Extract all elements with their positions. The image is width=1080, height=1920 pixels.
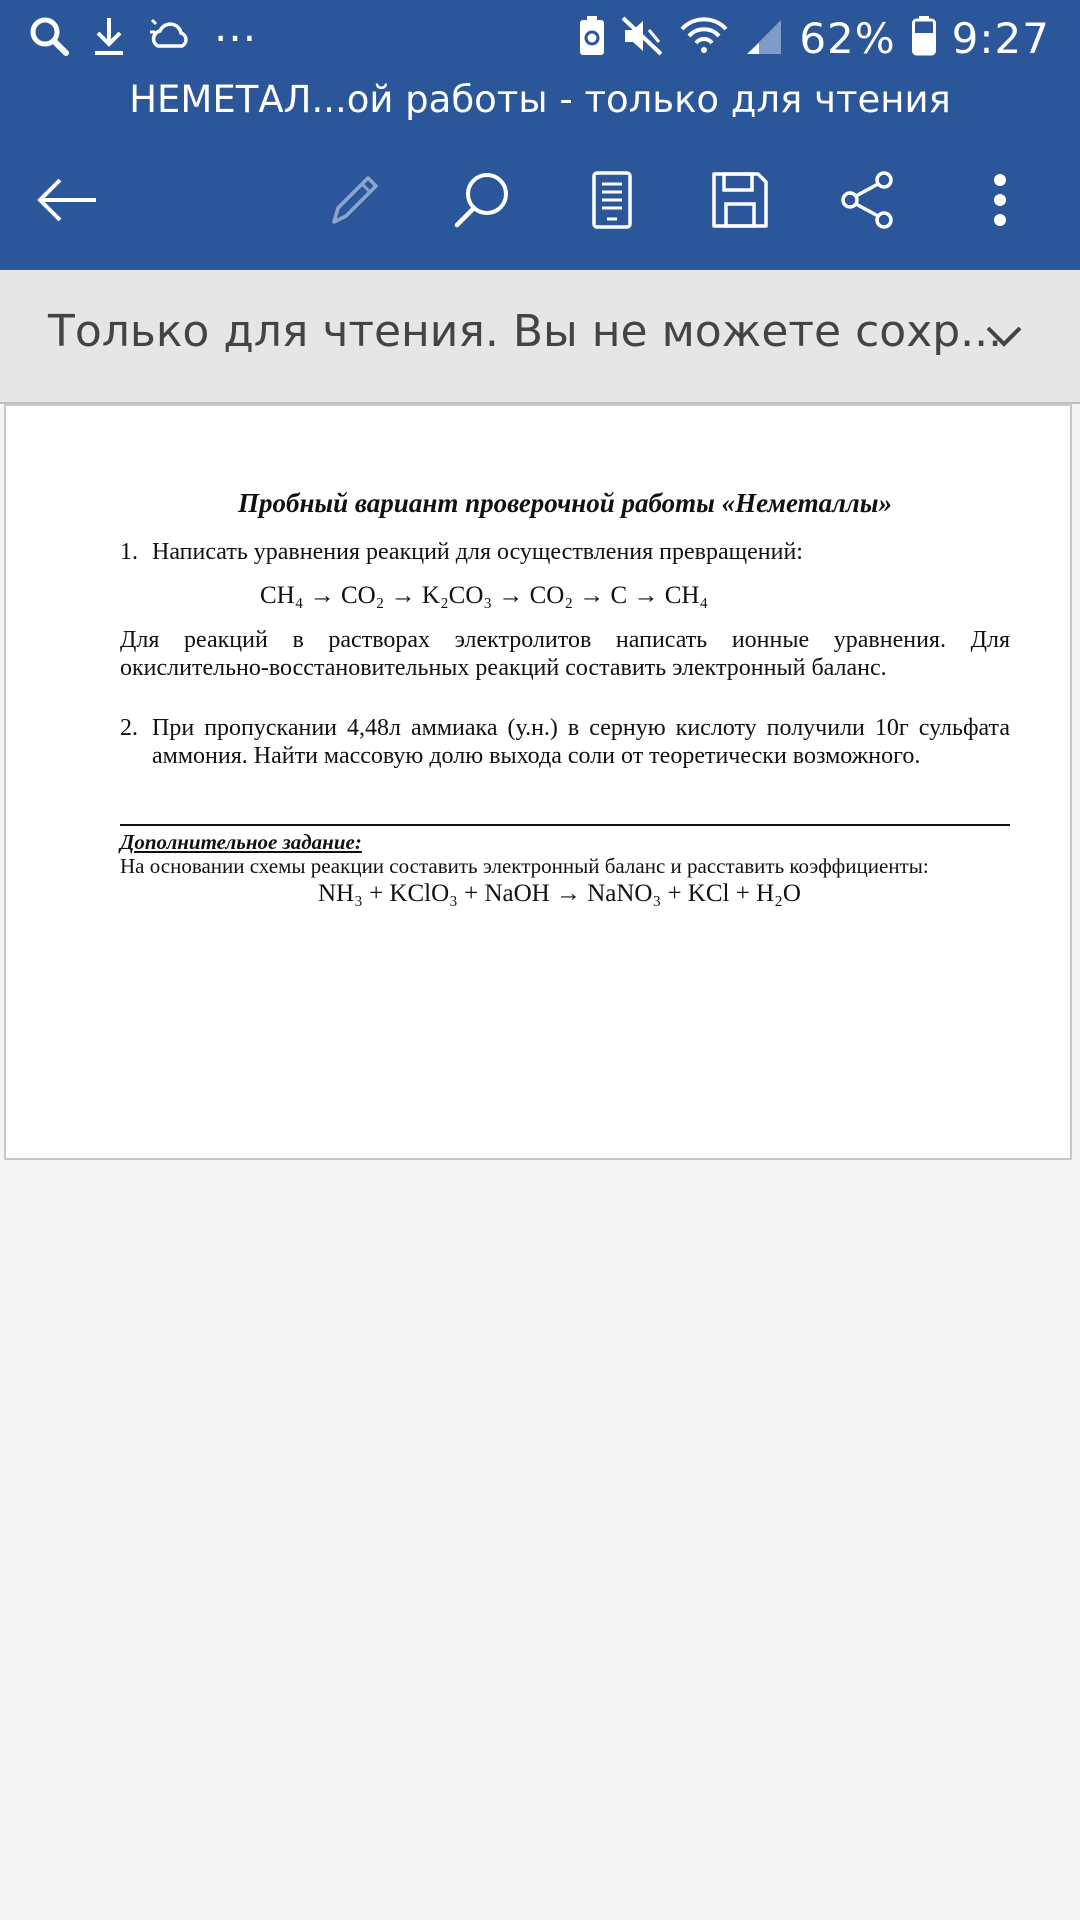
extra-task-formula: NH₃ + KClO₃ + NaOH → NaNO₃ + KCl + H₂O <box>318 880 801 907</box>
edit-icon <box>324 170 384 230</box>
extra-task-title: Дополнительное задание: <box>120 830 362 854</box>
search-icon <box>452 170 512 230</box>
search-button[interactable] <box>432 150 532 250</box>
banner-message: Только для чтения. Вы не можете сохр... <box>48 306 1003 357</box>
horizontal-rule <box>120 824 1010 826</box>
battery-icon <box>912 16 936 60</box>
battery-percent: 62% <box>799 13 896 63</box>
battery-saver-icon <box>579 16 605 60</box>
document-page <box>4 404 1072 1160</box>
app-bar <box>0 0 1080 270</box>
wifi-icon <box>679 16 729 60</box>
expand-banner-button[interactable] <box>968 300 1040 372</box>
mobile-view-button[interactable] <box>562 150 662 250</box>
edit-button[interactable] <box>304 150 404 250</box>
search-icon <box>28 15 70 61</box>
status-bar <box>0 0 1080 76</box>
extra-task-text: На основании схемы реакции составить электронный баланс и расставить коэффициенты: <box>120 854 929 878</box>
download-icon <box>92 16 126 60</box>
read-only-banner[interactable] <box>0 270 1080 404</box>
document-title: НЕМЕТАЛ...ой работы - только для чтения <box>129 78 951 121</box>
task-1-note: Для реакций в растворах электролитов написать ионные уравнения. Для окислительно-восстановительных реакций составить электронный баланс. <box>120 627 1010 681</box>
more-options-icon <box>990 172 1010 228</box>
task-2-number: 2. <box>120 715 138 741</box>
clock: 9:27 <box>951 13 1050 63</box>
share-button[interactable] <box>818 150 918 250</box>
save-button[interactable] <box>690 150 790 250</box>
toolbar <box>0 150 1080 250</box>
task-2 <box>120 714 1010 804</box>
save-icon <box>710 170 770 230</box>
task-1-formula: CH₄ → CO₂ → K₂CO₃ → CO₂ → C → CH₄ <box>260 582 709 609</box>
more-options-button[interactable] <box>950 150 1050 250</box>
document-heading: Пробный вариант проверочной работы «Неметаллы» <box>237 488 893 518</box>
signal-icon <box>745 16 783 60</box>
task-1-number: 1. <box>120 539 138 565</box>
task-1 <box>120 538 1010 568</box>
cloud-sync-icon <box>148 16 192 60</box>
share-icon <box>838 170 898 230</box>
mute-icon <box>621 16 663 60</box>
task-1-text: Написать уравнения реакций для осуществления превращений: <box>152 539 803 565</box>
more-notifications-icon: ··· <box>214 13 258 63</box>
back-button[interactable] <box>18 150 118 250</box>
chevron-down-icon <box>984 323 1024 349</box>
mobile-view-icon <box>590 170 634 230</box>
task-2-text: При пропускании 4,48л аммиака (у.н.) в серную кислоту получили 10г сульфата аммония. Найти массовую долю выхода соли от теоретически возможного. <box>152 715 1010 769</box>
back-icon <box>36 175 100 225</box>
